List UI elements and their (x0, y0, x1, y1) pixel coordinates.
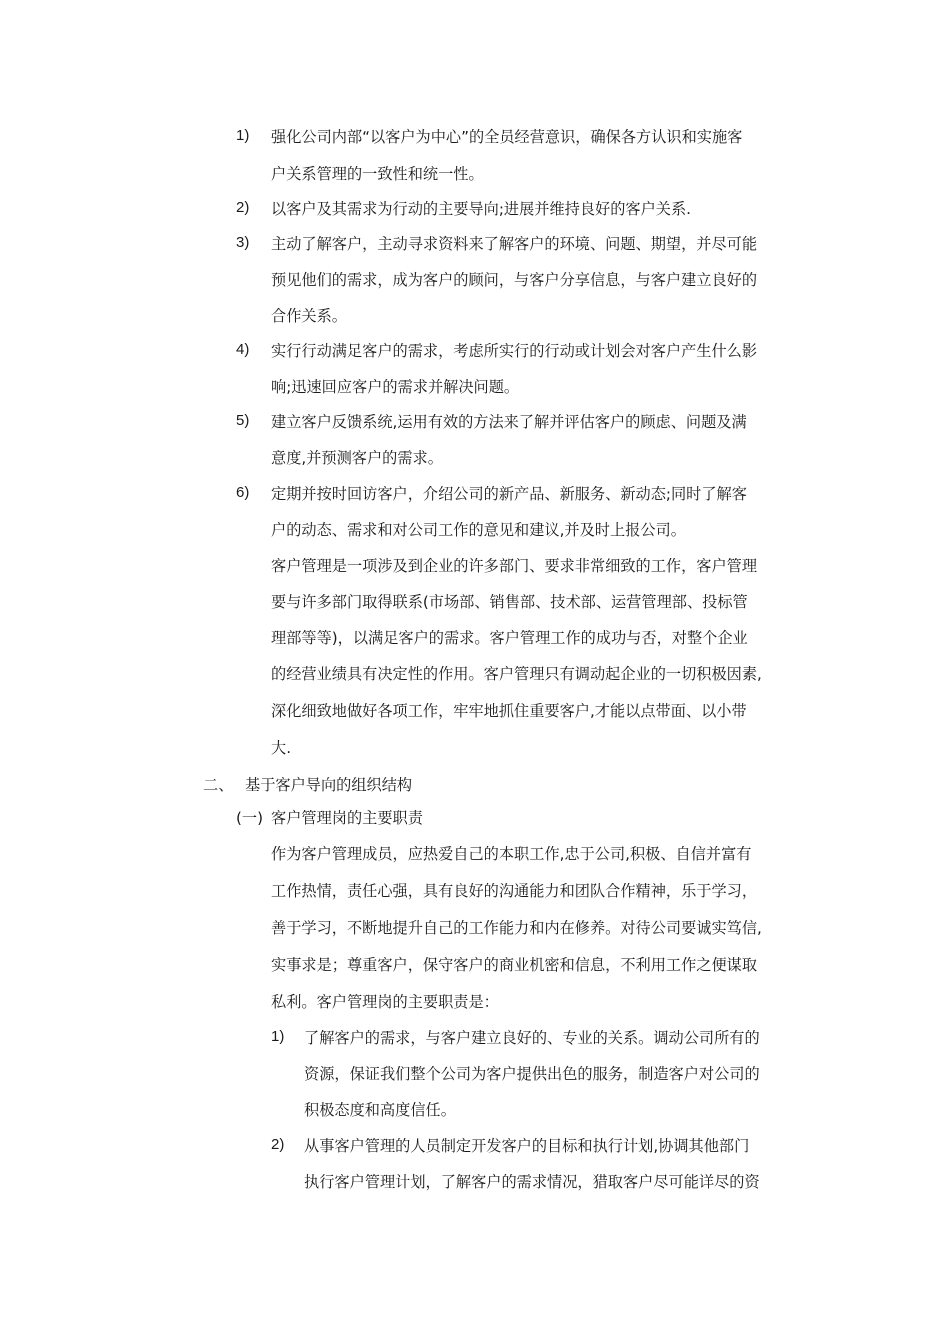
list-number: 3) (236, 234, 250, 251)
text-line: 积极态度和高度信任。 (304, 1101, 456, 1119)
text-line: 私利。客户管理岗的主要职责是： (271, 993, 499, 1011)
text-line: 了解客户的需求，与客户建立良好的、专业的关系。调动公司所有的 (304, 1029, 760, 1047)
text-line: 预见他们的需求，成为客户的顾问，与客户分享信息，与客户建立良好的 (271, 271, 757, 289)
subsection-title: 客户管理岗的主要职责 (271, 809, 423, 827)
text-line: 定期并按时回访客户，介绍公司的新产品、新服务、新动态;同时了解客 (271, 485, 747, 503)
text-line: 响;迅速回应客户的需求并解决问题。 (271, 378, 520, 396)
text-line: 户关系管理的一致性和统一性。 (271, 165, 484, 183)
text-line: 从事客户管理的人员制定开发客户的目标和执行计划,协调其他部门 (304, 1137, 750, 1155)
text-line: 工作热情，责任心强，具有良好的沟通能力和团队合作精神，乐于学习， (271, 882, 757, 900)
text-line: 善于学习，不断地提升自己的工作能力和内在修养。对待公司要诚实笃信, (271, 919, 762, 937)
text-line: 作为客户管理成员，应热爱自己的本职工作,忠于公司,积极、自信并富有 (271, 845, 752, 863)
section-number: 二、 (203, 776, 234, 794)
text-line: 的经营业绩具有决定性的作用。客户管理只有调动起企业的一切积极因素, (271, 665, 762, 683)
list-number: 6) (236, 484, 250, 501)
text-line: 合作关系。 (271, 307, 347, 325)
list-number: 2) (271, 1136, 285, 1153)
text-line: 实行行动满足客户的需求，考虑所实行的行动或计划会对客户产生什么影 (271, 342, 757, 360)
text-line: 理部等等)，以满足客户的需求。客户管理工作的成功与否，对整个企业 (271, 629, 748, 647)
list-number: 2) (236, 199, 250, 216)
text-line: 户的动态、需求和对公司工作的意见和建议,并及时上报公司。 (271, 521, 686, 539)
text-line: 客户管理是一项涉及到企业的许多部门、要求非常细致的工作，客户管理 (271, 557, 757, 575)
text-line: 深化细致地做好各项工作，牢牢地抓住重要客户,才能以点带面、以小带 (271, 702, 747, 720)
text-line: 执行客户管理计划，了解客户的需求情况，猎取客户尽可能详尽的资 (304, 1173, 760, 1191)
list-number: 4) (236, 341, 250, 358)
section-title: 基于客户导向的组织结构 (245, 776, 413, 794)
text-line: 大. (271, 739, 292, 757)
text-line: 实事求是；尊重客户，保守客户的商业机密和信息，不利用工作之便谋取 (271, 956, 757, 974)
list-number: 5) (236, 412, 250, 429)
list-number: 1) (236, 127, 250, 144)
text-line: 要与许多部门取得联系(市场部、销售部、技术部、运营管理部、投标管 (271, 593, 748, 611)
text-line: 强化公司内部“以客户为中心”的全员经营意识，确保各方认识和实施客 (271, 128, 743, 146)
text-line: 资源，保证我们整个公司为客户提供出色的服务，制造客户对公司的 (304, 1065, 760, 1083)
text-line: 意度,并预测客户的需求。 (271, 449, 443, 467)
text-line: 以客户及其需求为行动的主要导向;进展并维持良好的客户关系. (271, 200, 692, 218)
subsection-number: (一) (236, 809, 264, 827)
text-line: 主动了解客户，主动寻求资料来了解客户的环境、问题、期望，并尽可能 (271, 235, 757, 253)
text-line: 建立客户反馈系统,运用有效的方法来了解并评估客户的顾虑、问题及满 (271, 413, 747, 431)
list-number: 1) (271, 1028, 285, 1045)
